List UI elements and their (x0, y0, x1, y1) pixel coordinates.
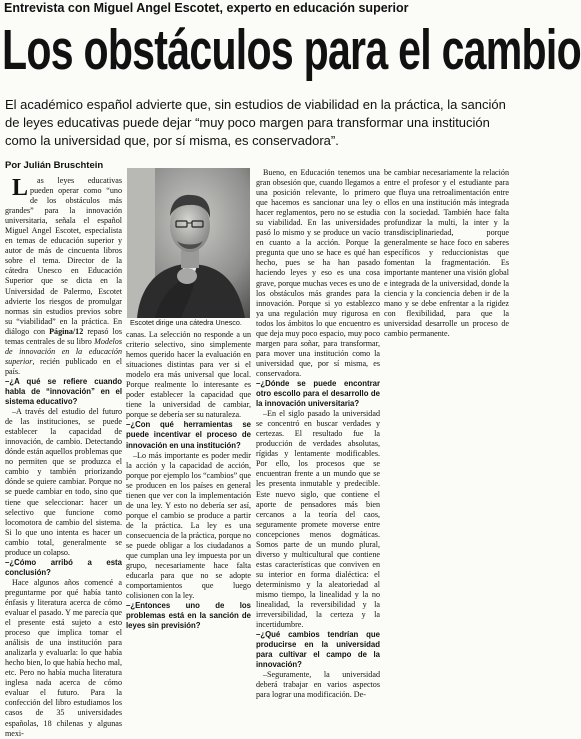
article-byline: Por Julián Bruschtein (5, 160, 104, 171)
paragraph: be cambiar necesariamente la relación entre el profesor y el estudiante para que fluya una retroalimentación entre ellos en una institución más integrada con la sociedad. También hace falta profundizar la multi, la inter y la transdisciplinariedad, porque generalmente se hace foco en saberes específicos y reduccionistas que fomentan la fragmentación. Es importante mantener una visión global e integrada de la universidad, donde la ciencia y la conciencia deben ir de la mano y se debe enfrentar a la rigidez con flexibilidad, para que la universidad desarrolle un proceso de cambio permanente. (384, 168, 509, 338)
paragraph: –Lo más importante es poder medir la acción y la capacidad de acción, porque por ejemplo los “cambios” que se producen en los países en general tienen que ver con la implementación de una ley. Y esto no debería ser así, porque el cambio se produce a partir de la práctica. La ley es una consecuencia de la práctica, porque no se puede obligar a los ciudadanos a que cumplan una ley impuesta por un grupo, necesariamente hace falta educarla para que no se adopte comportamientos que luego colisionen con la ley. (126, 450, 251, 601)
paragraph: Bueno, en Educación tenemos una gran obsesión que, cuando llegamos a una posición relevante, lo primero que hacemos es sancionar una ley o hacer reglamentos, pero no se estudia su viabilidad. En las universidades pasó lo mismo y se produce un vacío en cuanto a la acción. Porque la pregunta que uno se hace es qué han hecho, pues se ha han pasado haciendo leyes y eso es una cosa grave, porque muchas veces es uno de los obstáculos más grandes para la innovación. Porque si yo establezco ya una regulación muy rigurosa en todos los ámbitos lo que encuentro es que deja muy poco espacio, muy poco margen para soñar, para transformar, para mover una institución como la universidad que, por sí misma, es conservadora. (256, 168, 380, 378)
interview-question: –¿Qué cambios tendrían que producirse en la universidad para cultivar el campo de la innovación? (256, 630, 380, 670)
portrait-photo (127, 168, 250, 318)
interview-question: –¿Con qué herramientas se puede incentivar el proceso de innovación en una institución? (126, 420, 251, 450)
portrait-image (127, 168, 250, 318)
paragraph: –A través del estudio del futuro de las instituciones, se puede establecer la capacidad de innovación, de cambio. Detectando dónde están aquellos problemas que no permiten que se produzca el cambio y también priorizando dónde se quiere cambiar. Porque no se puede cambiar en todo, sino que tiene que seleccionar: hacer un selectivo que funcione como locomotora de cambio del sistema. Si lo que uno intenta es hacer un cambio total, generalmente se produce un colapso. (5, 407, 122, 557)
article-kicker: Entrevista con Miguel Angel Escotet, experto en educación superior (4, 1, 409, 15)
column-3 (256, 168, 380, 700)
paragraph: –En el siglo pasado la universidad se concentró en buscar verdades y certezas. El resultado fue la producción de verdades absolutas, rígidas y lentamente modificables. Por ello, los procesos que se encuentran frente a un mundo que se les presenta inmutable y predecible. Este nuevo siglo, que contiene el aporte de pensadores más bien cercanos a la teoría del caos, seguramente promete moverse entre concepciones menos dogmáticas. Somos parte de un mundo plural, diverso y multicultural que contiene estas características que conviven en su interior en forma dialéctica: el determinismo y la aleatoriedad al mismo tiempo, la linealidad y la no linealidad, la reversibilidad y la irreversibilidad, la certeza y la incertidumbre. (256, 409, 380, 630)
paragraph: Hace algunos años comencé a preguntarme por qué había tanto énfasis y literatura acerca de cómo evaluar el pasado. Y me parecía que el presente está sujeto a esto proceso que implica tomar el análisis de una institución para analizarla y evaluarla: lo que había hecho bien, lo que había hecho mal, etc. Pero no había mucha literatura inglesa nada acerca de cómo evaluar el futuro. Para la confección del libro estudiamos los casos de 35 universidades españolas, 18 chilenas y algunas mexi- (5, 577, 122, 738)
paragraph: canas. La selección no responde a un criterio selectivo, sino simplemente hemos querido hacer la evaluación en situaciones distintas para ver si el modelo era más universal que local. Porque realmente lo interesante es poder establecer la capacidad que tiene la universidad de cambiar, porque se debería ser su naturaleza. (126, 330, 251, 420)
column-2 (126, 330, 251, 656)
interview-question: –¿Cómo arribó a esta conclusión? (5, 557, 122, 577)
column-1 (5, 175, 122, 738)
paragraph: Las leyes educativas pueden operar como “uno de los obstáculos más grandes” para la innovación universitaria, señala el español Miguel Angel Escotet, especialista en temas de educación superior y autor de más de cincuenta libros sobre el tema. Director de la cátedra Unesco en Educación Superior que se dicta en la Universidad de Palermo, Escotet advierte los riesgos de promulgar normas sin estudios previos sobre su “viabilidad” en la práctica. En diálogo con Página/12 repasó los temas centrales de su libro Modelos de innovación en la educación superior, recién publicado en el país. (5, 175, 122, 376)
paragraph: –Seguramente, la universidad deberá trabajar en varios aspectos para lograr una modificación. De- (256, 670, 380, 700)
photo-caption: Escotet dirige una cátedra Unesco. (130, 318, 242, 327)
interview-question: –¿Dónde se puede encontrar otro escollo para el desarrollo de la innovación universitaria? (256, 378, 380, 409)
column-4 (384, 168, 509, 398)
article-deck: El académico español advierte que, sin estudios de viabilidad en la práctica, la sanción de leyes educativas puede dejar “muy poco margen para transformar una institución como la universidad que, por sí misma, es conservadora”. (5, 97, 506, 148)
interview-question: –¿A qué se refiere cuando habla de “innovación” en el sistema educativo? (5, 376, 122, 407)
article-headline: Los obstáculos para el cambio (2, 18, 581, 82)
interview-question: –¿Entonces uno de los problemas está en la sanción de leyes sin previsión? (126, 601, 251, 631)
book-title: Modelos de innovación en la educación superior (5, 336, 122, 366)
newspaper-name: Página/12 (49, 326, 84, 336)
